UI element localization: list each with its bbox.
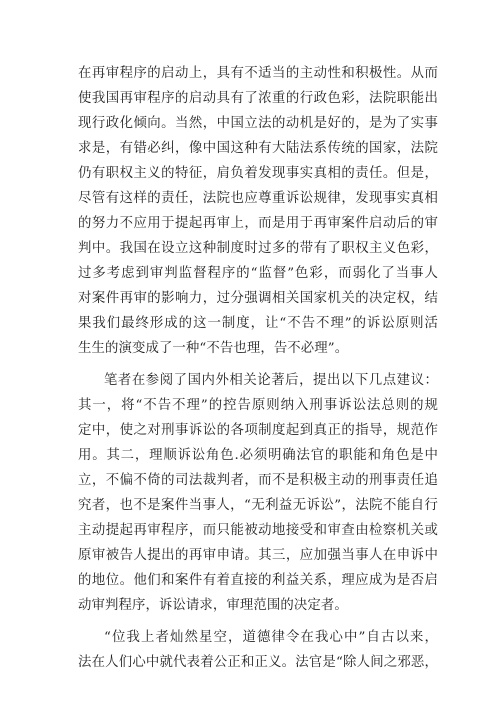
text-line: 尽管有这样的责任，法院也应尊重诉讼规律，发现事实真相 bbox=[78, 191, 438, 206]
text-line: 使我国再审程序的启动具有了浓重的行政色彩，法院职能出 bbox=[78, 91, 438, 106]
text-line: 究者，也不是案件当事人，“无利益无诉讼”，法院不能自行 bbox=[78, 498, 438, 513]
text-line: 果我们最终形成的这一制度，让“不告不理”的诉讼原则活 bbox=[78, 316, 438, 331]
text-line: 的地位。他们和案件有着直接的利益关系，理应成为是否启 bbox=[78, 573, 438, 588]
text-line: 的努力不应用于提起再审上，而是用于再审案件启动后的审 bbox=[78, 216, 438, 231]
text-line: 仍有职权主义的特征，肩负着发现事实真相的责任。但是， bbox=[78, 166, 438, 181]
text-line: 定中，使之对刑事诉讼的各项制度起到真正的指导，规范作 bbox=[78, 423, 438, 438]
text-line: 过多考虑到审判监督程序的“监督”色彩，而弱化了当事人 bbox=[78, 266, 438, 281]
paragraph-first-line: “位我上者灿然星空，道德律令在我心中”自古以来， bbox=[104, 630, 438, 645]
paragraph-first-line: 笔者在参阅了国内外相关论著后，提出以下几点建议： bbox=[104, 373, 438, 388]
text-line: 判中。我国在设立这种制度时过多的带有了职权主义色彩， bbox=[78, 241, 438, 256]
text-line: 对案件再审的影响力，过分强调相关国家机关的决定权，结 bbox=[78, 291, 438, 306]
text-line: 立，不偏不倚的司法裁判者，而不是积极主动的刑事责任追 bbox=[78, 473, 438, 488]
text-line: 用。其二，理顺诉讼角色.必须明确法官的职能和角色是中 bbox=[78, 448, 438, 463]
text-line: 在再审程序的启动上，具有不适当的主动性和积极性。从而 bbox=[78, 66, 438, 81]
text-line: 生生的演变成了一种“不告也理，告不必理”。 bbox=[78, 341, 349, 356]
text-line: 现行政化倾向。当然，中国立法的动机是好的，是为了实事 bbox=[78, 116, 438, 131]
text-line: 法在人们心中就代表着公正和正义。法官是“除人间之邪恶， bbox=[78, 655, 438, 670]
text-line: 其一，将“不告不理”的控告原则纳入刑事诉讼法总则的规 bbox=[78, 398, 438, 413]
text-line: 动审判程序，诉讼请求，审理范围的决定者。 bbox=[78, 598, 348, 613]
text-line: 求是，有错必纠，像中国这种有大陆法系传统的国家，法院 bbox=[78, 141, 438, 156]
text-line: 原审被告人提出的再审申请。其三，应加强当事人在申诉中 bbox=[78, 548, 438, 563]
text-line: 主动提起再审程序，而只能被动地接受和审查由检察机关或 bbox=[78, 523, 438, 538]
